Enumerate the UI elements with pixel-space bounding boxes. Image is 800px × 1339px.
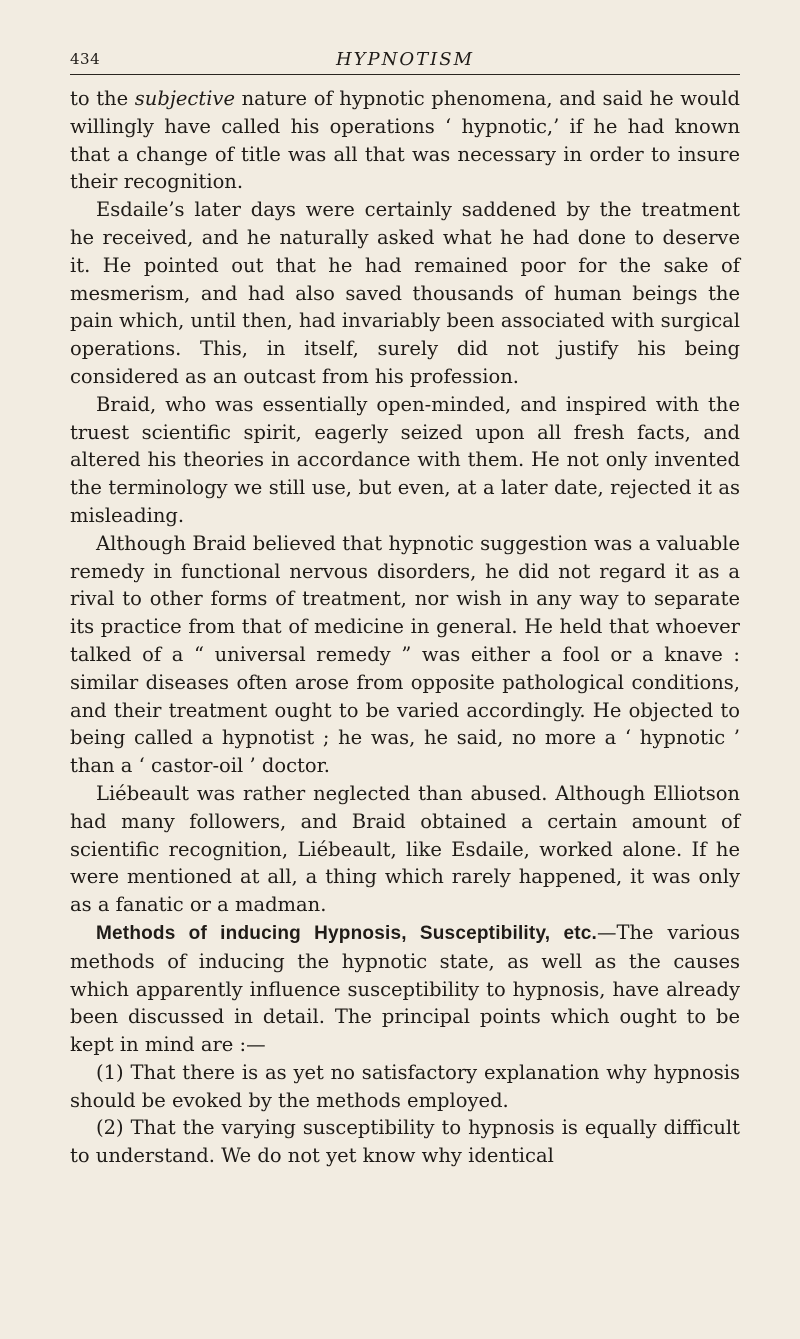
paragraph-continuation bbox=[70, 85, 740, 196]
paragraph-methods bbox=[70, 919, 740, 1059]
section-heading: Methods of inducing Hypnosis, Susceptibility, etc. bbox=[96, 922, 597, 944]
paragraph-esdaile: Esdaile’s later days were certainly saddened by the treatment he received, and he naturally asked what he had done to deserve it. He pointed out that he had remained poor for the sake of mesmerism, and had also saved thousands of human beings the pain which, until then, had invariably been associated with surgical operations. This, in itself, surely did not justify his being considered as an outcast from his profession. bbox=[70, 198, 740, 388]
italic-word: subjective bbox=[134, 87, 235, 110]
page-number: 434 bbox=[70, 50, 101, 68]
paragraph-braid: Braid, who was essentially open-minded, and inspired with the truest scientific spirit, eagerly seized upon all fresh facts, and altered his theories in accordance with them. He not only invented the terminology we still use, but even, at a later date, rejected it as misleading. bbox=[70, 392, 740, 527]
list-item-2: (2) That the varying susceptibility to hypnosis is equally difficult to understand. We do not yet know why identical bbox=[70, 1116, 740, 1168]
list-item-1: (1) That there is as yet no satisfactory explanation why hypnosis should be evoked by the methods employed. bbox=[70, 1060, 740, 1112]
paragraph-text: to the bbox=[70, 87, 135, 110]
paragraph-text: nature of hypnotic phenomena, and said he would willingly have called his operations ‘ hypnotic,’ if he had known that a change of title was all that was necessary in order to insure their recognition. bbox=[70, 87, 740, 194]
body-text bbox=[70, 85, 740, 1170]
running-header bbox=[70, 44, 740, 75]
paragraph-liebeault: Liébeault was rather neglected than abused. Although Elliotson had many followers, and Braid obtained a certain amount of scientific recognition, Liébeault, like Esdaile, worked alone. If he were mentioned at all, a thing which rarely happened, it was only as a fanatic or a madman. bbox=[70, 781, 740, 917]
paragraph-text: —The various methods of inducing the hypnotic state, as well as the causes which apparently influence susceptibility to hypnosis, have already been discussed in detail. The principal points which ought to be kept in mind are :— bbox=[70, 920, 740, 1057]
running-title: HYPNOTISM bbox=[335, 49, 475, 70]
paragraph-braid-remedy: Although Braid believed that hypnotic suggestion was a valuable remedy in functional nervous disorders, he did not regard it as a rival to other forms of treatment, nor wish in any way to separate its practice from that of medicine in general. He held that whoever talked of a “ universal remedy ” was either a fool or a knave : similar diseases often arose from opposite pathological conditions, and their treatment ought to be varied accordingly. He objected to being called a hypnotist ; he was, he said, no more a ‘ hypnotic ’ than a ‘ castor-oil ’ doctor. bbox=[70, 531, 740, 778]
